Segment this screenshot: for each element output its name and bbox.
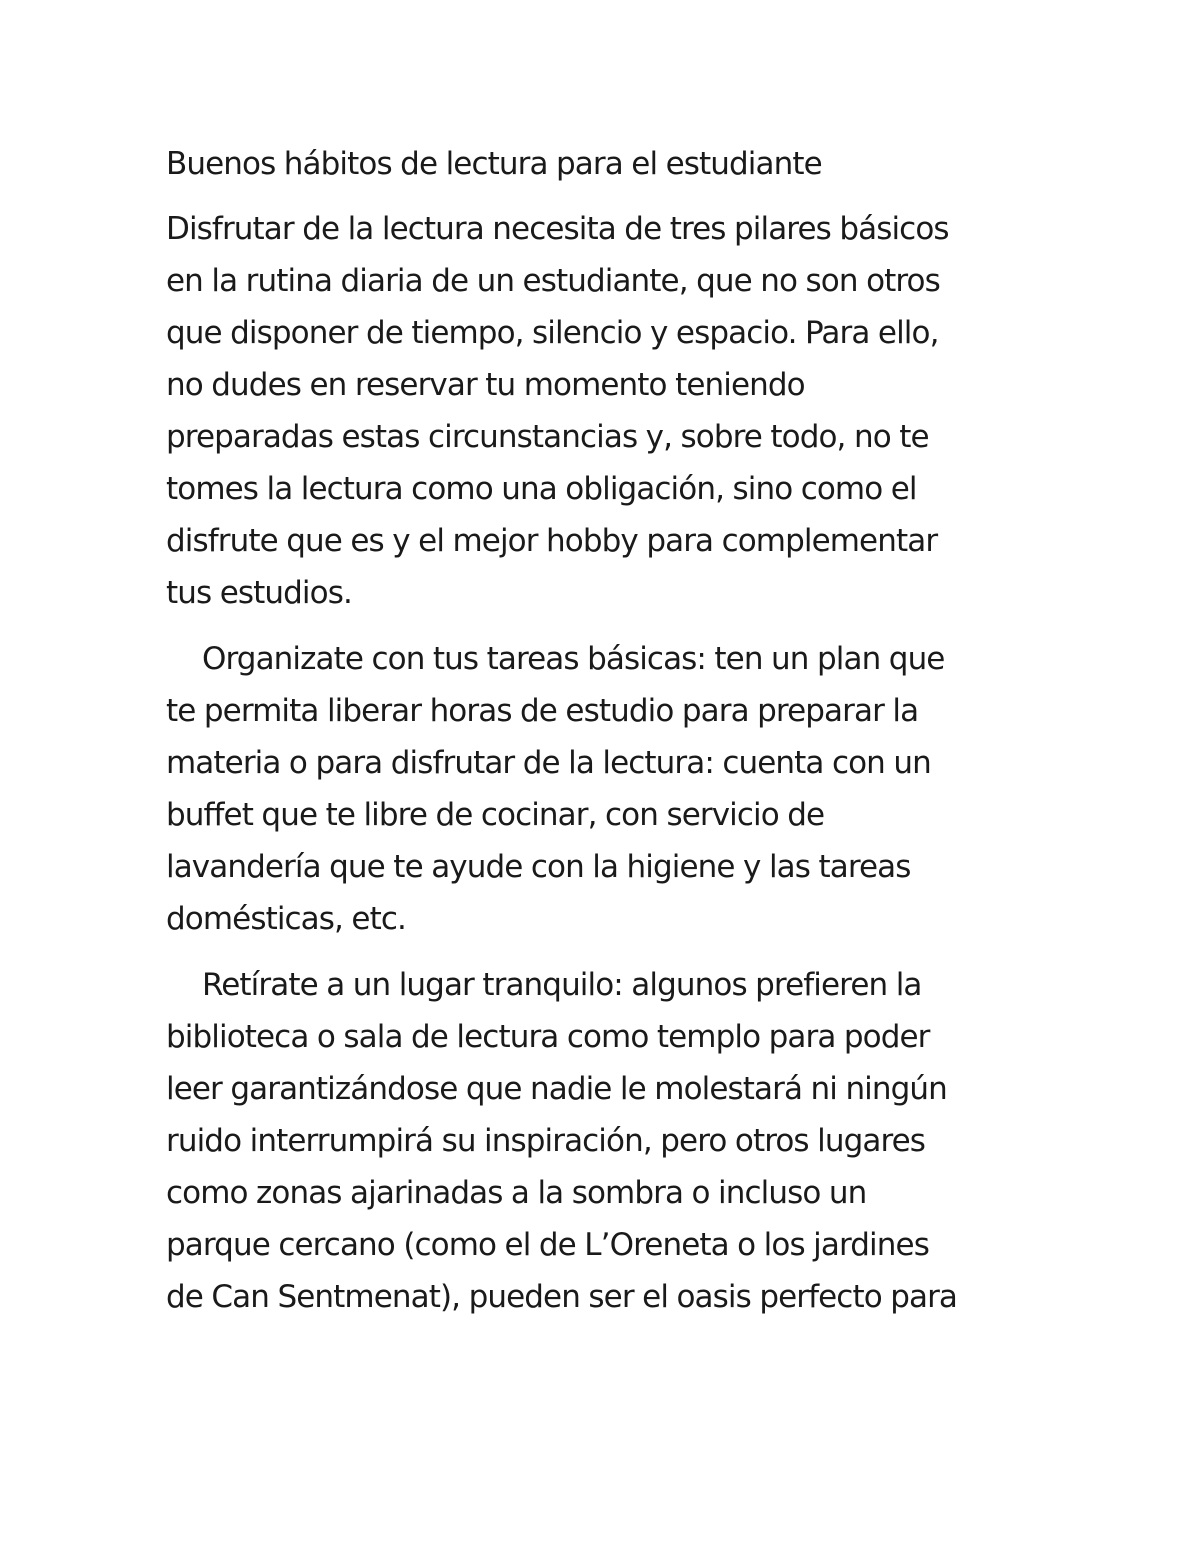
paragraph-line: materia o para disfrutar de la lectura: cuenta con un <box>166 745 931 781</box>
paragraph-line: lavandería que te ayude con la higiene y las tareas <box>166 849 911 885</box>
paragraph-line: no dudes en reservar tu momento teniendo <box>166 367 805 403</box>
paragraph-line: ruido interrumpirá su inspiración, pero otros lugares <box>166 1123 926 1159</box>
paragraph-line: te permita liberar horas de estudio para preparar la <box>166 693 919 729</box>
paragraph-2 <box>166 633 1036 945</box>
paragraph-line: domésticas, etc. <box>166 901 406 937</box>
paragraph-line: buffet que te libre de cocinar, con servicio de <box>166 797 825 833</box>
paragraph-line: Retírate a un lugar tranquilo: algunos prefieren la <box>202 967 922 1003</box>
paragraph-line: que disponer de tiempo, silencio y espacio. Para ello, <box>166 315 939 351</box>
paragraph-line: preparadas estas circunstancias y, sobre todo, no te <box>166 419 929 455</box>
paragraph-1 <box>166 203 1036 619</box>
paragraph-line: en la rutina diaria de un estudiante, que no son otros <box>166 263 940 299</box>
paragraph-line: Disfrutar de la lectura necesita de tres pilares básicos <box>166 211 949 247</box>
paragraph-line: biblioteca o sala de lectura como templo para poder <box>166 1019 930 1055</box>
paragraph-3 <box>166 959 1036 1323</box>
paragraph-line: parque cercano (como el de L’Oreneta o los jardines <box>166 1227 929 1263</box>
paragraph-line: tus estudios. <box>166 575 352 611</box>
paragraph-line: Organizate con tus tareas básicas: ten un plan que <box>202 641 945 677</box>
paragraph-line: disfrute que es y el mejor hobby para complementar <box>166 523 938 559</box>
document-body <box>166 138 1036 1337</box>
paragraph-line: de Can Sentmenat), pueden ser el oasis perfecto para <box>166 1279 958 1315</box>
paragraph-line: como zonas ajarinadas a la sombra o incluso un <box>166 1175 867 1211</box>
paragraph-line: leer garantizándose que nadie le molestará ni ningún <box>166 1071 947 1107</box>
paragraph-line: tomes la lectura como una obligación, sino como el <box>166 471 917 507</box>
document-title: Buenos hábitos de lectura para el estudiante <box>166 146 822 182</box>
